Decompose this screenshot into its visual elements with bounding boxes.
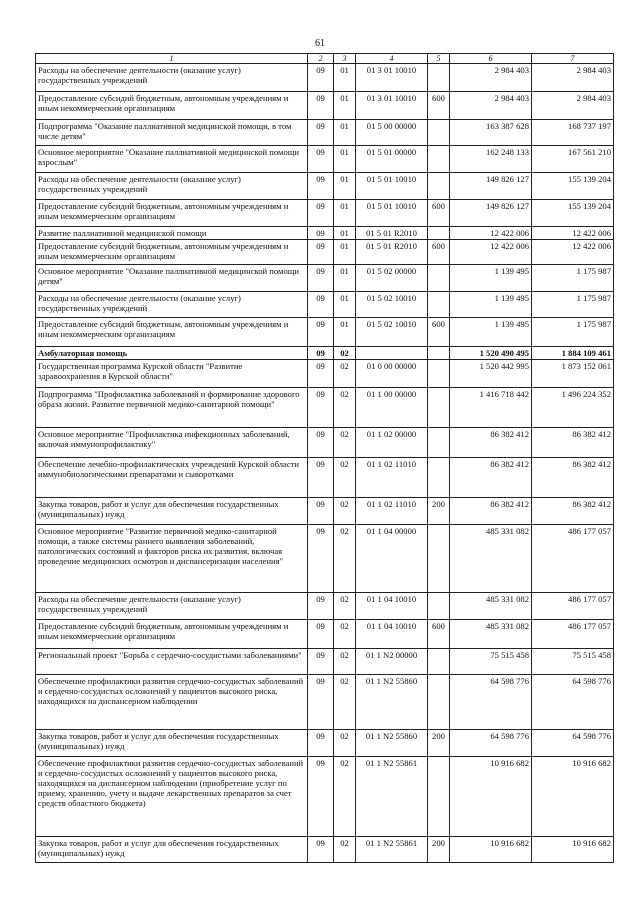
table-row xyxy=(36,200,614,227)
table-row xyxy=(36,593,614,620)
row-amount-year-2: 12 422 006 xyxy=(532,240,614,265)
row-amount-year-2: 2 984 403 xyxy=(532,92,614,120)
table-row xyxy=(36,649,614,675)
row-target-code: 01 5 01 10010 xyxy=(356,173,428,200)
row-amount-year-2: 1 496 224 352 xyxy=(532,388,614,428)
row-expense-type: 600 xyxy=(428,240,450,265)
row-amount-year-2: 1 884 109 461 xyxy=(532,347,614,360)
row-amount-year-1: 162 248 133 xyxy=(450,146,532,173)
row-target-code xyxy=(356,347,428,360)
row-section: 09 xyxy=(308,265,334,292)
header-col-3: 3 xyxy=(334,54,356,64)
header-col-2: 2 xyxy=(308,54,334,64)
row-amount-year-1: 1 416 718 442 xyxy=(450,388,532,428)
row-subsection: 02 xyxy=(334,593,356,620)
row-target-code: 01 5 02 00000 xyxy=(356,265,428,292)
row-name: Обеспечение профилактики развития сердечно-сосудистых заболеваний и сердечно-сосудистых осложнений у пациентов высокого риска, находящихся на диспансерном наблюдении xyxy=(36,675,308,730)
table-row xyxy=(36,64,614,92)
row-amount-year-2: 1 873 152 061 xyxy=(532,360,614,388)
row-expense-type xyxy=(428,757,450,837)
row-section: 09 xyxy=(308,388,334,428)
row-expense-type xyxy=(428,525,450,593)
row-expense-type xyxy=(428,428,450,458)
row-target-code: 01 1 04 10010 xyxy=(356,620,428,649)
row-name: Предоставление субсидий бюджетным, автономным учреждениям и иным некоммерческим организациям xyxy=(36,200,308,227)
row-amount-year-2: 1 175 987 xyxy=(532,292,614,318)
row-target-code: 01 5 02 10010 xyxy=(356,292,428,318)
row-amount-year-1: 64 598 776 xyxy=(450,730,532,757)
row-amount-year-1: 149 826 127 xyxy=(450,200,532,227)
row-subsection: 02 xyxy=(334,428,356,458)
row-expense-type xyxy=(428,173,450,200)
table-row xyxy=(36,318,614,347)
row-expense-type xyxy=(428,265,450,292)
row-target-code: 01 1 N2 00000 xyxy=(356,649,428,675)
row-amount-year-2: 64 598 776 xyxy=(532,730,614,757)
row-target-code: 01 1 02 00000 xyxy=(356,428,428,458)
row-target-code: 01 3 01 10010 xyxy=(356,92,428,120)
table-row xyxy=(36,292,614,318)
row-subsection: 01 xyxy=(334,240,356,265)
row-subsection: 02 xyxy=(334,498,356,525)
row-amount-year-2: 2 984 403 xyxy=(532,64,614,92)
row-section: 09 xyxy=(308,240,334,265)
row-section: 09 xyxy=(308,200,334,227)
row-amount-year-1: 2 984 403 xyxy=(450,64,532,92)
table-row xyxy=(36,388,614,428)
row-name: Расходы на обеспечение деятельности (оказание услуг) государственных учреждений xyxy=(36,292,308,318)
row-target-code: 01 5 01 R2010 xyxy=(356,227,428,240)
row-amount-year-1: 2 984 403 xyxy=(450,92,532,120)
row-amount-year-2: 486 177 057 xyxy=(532,620,614,649)
row-name: Основное мероприятие "Развитие первичной медико-санитарной помощи, а также системы раннего выявления заболеваний, патологических состояний и факторов риска их развития, включая проведение медицинских осмотров и диспансеризации населения" xyxy=(36,525,308,593)
row-amount-year-1: 1 139 495 xyxy=(450,318,532,347)
row-section: 09 xyxy=(308,292,334,318)
row-subsection: 01 xyxy=(334,64,356,92)
table-row xyxy=(36,757,614,837)
row-target-code: 01 5 01 R2010 xyxy=(356,240,428,265)
row-name: Основное мероприятие "Профилактика инфекционных заболеваний, включая иммунопрофилактику" xyxy=(36,428,308,458)
row-amount-year-2: 168 737 197 xyxy=(532,120,614,146)
row-subsection: 01 xyxy=(334,173,356,200)
row-amount-year-2: 86 382 412 xyxy=(532,458,614,498)
row-subsection: 01 xyxy=(334,292,356,318)
row-expense-type xyxy=(428,593,450,620)
row-target-code: 01 5 00 00000 xyxy=(356,120,428,146)
row-subsection: 02 xyxy=(334,757,356,837)
row-amount-year-1: 12 422 006 xyxy=(450,227,532,240)
row-amount-year-1: 86 382 412 xyxy=(450,428,532,458)
row-name: Закупка товаров, работ и услуг для обеспечения государственных (муниципальных) нужд xyxy=(36,730,308,757)
row-expense-type: 200 xyxy=(428,837,450,863)
header-col-7: 7 xyxy=(532,54,614,64)
row-target-code: 01 5 01 00000 xyxy=(356,146,428,173)
row-section: 09 xyxy=(308,64,334,92)
row-expense-type xyxy=(428,347,450,360)
row-expense-type xyxy=(428,675,450,730)
row-subsection: 02 xyxy=(334,649,356,675)
row-amount-year-2: 64 598 776 xyxy=(532,675,614,730)
row-name: Развитие паллиативной медицинской помощи xyxy=(36,227,308,240)
row-amount-year-2: 75 515 458 xyxy=(532,649,614,675)
row-section: 09 xyxy=(308,649,334,675)
row-name: Государственная программа Курской области "Развитие здравоохранения в Курской области" xyxy=(36,360,308,388)
table-row xyxy=(36,120,614,146)
row-amount-year-1: 485 331 082 xyxy=(450,620,532,649)
table-row xyxy=(36,173,614,200)
row-section: 09 xyxy=(308,92,334,120)
row-target-code: 01 0 00 00000 xyxy=(356,360,428,388)
row-target-code: 01 3 01 10010 xyxy=(356,64,428,92)
row-subsection: 01 xyxy=(334,200,356,227)
table-row xyxy=(36,347,614,360)
row-target-code: 01 1 N2 55861 xyxy=(356,757,428,837)
row-target-code: 01 1 N2 55860 xyxy=(356,730,428,757)
row-name: Основное мероприятие "Оказание паллиативной медицинской помощи взрослым" xyxy=(36,146,308,173)
row-section: 09 xyxy=(308,347,334,360)
row-subsection: 02 xyxy=(334,675,356,730)
row-amount-year-2: 12 422 006 xyxy=(532,227,614,240)
row-subsection: 02 xyxy=(334,620,356,649)
row-subsection: 01 xyxy=(334,265,356,292)
row-subsection: 02 xyxy=(334,360,356,388)
row-amount-year-2: 486 177 057 xyxy=(532,525,614,593)
row-expense-type: 600 xyxy=(428,200,450,227)
row-subsection: 01 xyxy=(334,120,356,146)
row-section: 09 xyxy=(308,498,334,525)
row-name: Закупка товаров, работ и услуг для обеспечения государственных (муниципальных) нужд xyxy=(36,498,308,525)
row-name: Расходы на обеспечение деятельности (оказание услуг) государственных учреждений xyxy=(36,173,308,200)
row-section: 09 xyxy=(308,730,334,757)
row-section: 09 xyxy=(308,757,334,837)
row-expense-type xyxy=(428,227,450,240)
row-subsection: 01 xyxy=(334,146,356,173)
row-target-code: 01 1 N2 55861 xyxy=(356,837,428,863)
row-expense-type xyxy=(428,64,450,92)
row-amount-year-1: 1 520 442 995 xyxy=(450,360,532,388)
table-row xyxy=(36,675,614,730)
row-subsection: 02 xyxy=(334,388,356,428)
row-section: 09 xyxy=(308,227,334,240)
row-subsection: 02 xyxy=(334,730,356,757)
row-amount-year-1: 163 387 628 xyxy=(450,120,532,146)
row-subsection: 02 xyxy=(334,525,356,593)
row-section: 09 xyxy=(308,525,334,593)
row-name: Основное мероприятие "Оказание паллиативной медицинской помощи детям" xyxy=(36,265,308,292)
row-name: Расходы на обеспечение деятельности (оказание услуг) государственных учреждений xyxy=(36,593,308,620)
row-expense-type: 200 xyxy=(428,730,450,757)
row-target-code: 01 1 00 00000 xyxy=(356,388,428,428)
row-name: Региональный проект "Борьба с сердечно-сосудистыми заболеваниями" xyxy=(36,649,308,675)
row-expense-type xyxy=(428,120,450,146)
header-col-1: 1 xyxy=(36,54,308,64)
row-name: Обеспечение лечебно-профилактических учреждений Курской области иммунобиологическими препаратами и сыворотками xyxy=(36,458,308,498)
row-amount-year-1: 12 422 006 xyxy=(450,240,532,265)
table-row xyxy=(36,227,614,240)
row-name: Предоставление субсидий бюджетным, автономным учреждениям и иным некоммерческим организациям xyxy=(36,620,308,649)
row-amount-year-2: 10 916 682 xyxy=(532,757,614,837)
row-expense-type xyxy=(428,360,450,388)
row-expense-type: 200 xyxy=(428,498,450,525)
row-section: 09 xyxy=(308,120,334,146)
row-target-code: 01 1 N2 55860 xyxy=(356,675,428,730)
table-row xyxy=(36,360,614,388)
row-expense-type xyxy=(428,458,450,498)
row-target-code: 01 1 04 00000 xyxy=(356,525,428,593)
table-row xyxy=(36,92,614,120)
row-name: Предоставление субсидий бюджетным, автономным учреждениям и иным некоммерческим организациям xyxy=(36,92,308,120)
row-section: 09 xyxy=(308,360,334,388)
row-amount-year-1: 485 331 082 xyxy=(450,525,532,593)
row-expense-type xyxy=(428,146,450,173)
row-section: 09 xyxy=(308,146,334,173)
table-row xyxy=(36,525,614,593)
table-row xyxy=(36,146,614,173)
row-amount-year-2: 10 916 682 xyxy=(532,837,614,863)
row-target-code: 01 1 04 10010 xyxy=(356,593,428,620)
row-section: 09 xyxy=(308,173,334,200)
row-expense-type: 600 xyxy=(428,620,450,649)
row-expense-type xyxy=(428,292,450,318)
row-amount-year-2: 1 175 987 xyxy=(532,265,614,292)
row-amount-year-2: 1 175 987 xyxy=(532,318,614,347)
row-expense-type xyxy=(428,649,450,675)
budget-table xyxy=(35,53,614,863)
row-subsection: 02 xyxy=(334,347,356,360)
row-expense-type: 600 xyxy=(428,92,450,120)
page-number: 61 xyxy=(315,38,325,49)
table-row xyxy=(36,458,614,498)
table-row xyxy=(36,265,614,292)
row-name: Подпрограмма "Оказание паллиативной медицинской помощи, в том числе детям" xyxy=(36,120,308,146)
table-row xyxy=(36,240,614,265)
row-name: Закупка товаров, работ и услуг для обеспечения государственных (муниципальных) нужд xyxy=(36,837,308,863)
row-amount-year-1: 10 916 682 xyxy=(450,837,532,863)
row-expense-type xyxy=(428,388,450,428)
row-target-code: 01 5 02 10010 xyxy=(356,318,428,347)
row-amount-year-1: 75 515 458 xyxy=(450,649,532,675)
row-amount-year-2: 167 561 210 xyxy=(532,146,614,173)
row-section: 09 xyxy=(308,458,334,498)
row-name: Подпрограмма "Профилактика заболеваний и формирование здорового образа жизни. Развитие первичной медико-санитарной помощи" xyxy=(36,388,308,428)
row-amount-year-2: 486 177 057 xyxy=(532,593,614,620)
row-amount-year-1: 86 382 412 xyxy=(450,498,532,525)
row-target-code: 01 1 02 11010 xyxy=(356,498,428,525)
row-subsection: 01 xyxy=(334,318,356,347)
row-amount-year-1: 1 139 495 xyxy=(450,265,532,292)
row-subsection: 02 xyxy=(334,837,356,863)
row-section: 09 xyxy=(308,318,334,347)
row-name: Обеспечение профилактики развития сердечно-сосудистых заболеваний и сердечно-сосудистых осложнений у пациентов высокого риска, находящихся на диспансерном наблюдении (приобретение услуг по приему, хранению, учету и выдаче лекарственных препаратов за счет средств областного бюджета) xyxy=(36,757,308,837)
row-name: Предоставление субсидий бюджетным, автономным учреждениям и иным некоммерческим организациям xyxy=(36,240,308,265)
table-body xyxy=(36,64,614,863)
row-amount-year-2: 86 382 412 xyxy=(532,498,614,525)
row-subsection: 01 xyxy=(334,227,356,240)
header-col-5: 5 xyxy=(428,54,450,64)
row-section: 09 xyxy=(308,593,334,620)
row-name: Предоставление субсидий бюджетным, автономным учреждениям и иным некоммерческим организациям xyxy=(36,318,308,347)
row-section: 09 xyxy=(308,837,334,863)
header-col-6: 6 xyxy=(450,54,532,64)
row-section: 09 xyxy=(308,675,334,730)
row-amount-year-1: 10 916 682 xyxy=(450,757,532,837)
table-row xyxy=(36,837,614,863)
row-subsection: 01 xyxy=(334,92,356,120)
row-section: 09 xyxy=(308,428,334,458)
row-section: 09 xyxy=(308,620,334,649)
row-target-code: 01 1 02 11010 xyxy=(356,458,428,498)
table-row xyxy=(36,730,614,757)
row-name: Амбулаторная помощь xyxy=(36,347,308,360)
row-expense-type: 600 xyxy=(428,318,450,347)
header-col-4: 4 xyxy=(356,54,428,64)
row-target-code: 01 5 01 10010 xyxy=(356,200,428,227)
row-amount-year-1: 485 331 082 xyxy=(450,593,532,620)
row-amount-year-2: 86 382 412 xyxy=(532,428,614,458)
row-amount-year-1: 1 520 490 495 xyxy=(450,347,532,360)
row-subsection: 02 xyxy=(334,458,356,498)
row-amount-year-2: 155 139 204 xyxy=(532,200,614,227)
row-name: Расходы на обеспечение деятельности (оказание услуг) государственных учреждений xyxy=(36,64,308,92)
row-amount-year-2: 155 139 204 xyxy=(532,173,614,200)
row-amount-year-1: 1 139 495 xyxy=(450,292,532,318)
row-amount-year-1: 64 598 776 xyxy=(450,675,532,730)
row-amount-year-1: 149 826 127 xyxy=(450,173,532,200)
header-row xyxy=(36,54,614,64)
table-row xyxy=(36,498,614,525)
row-amount-year-1: 86 382 412 xyxy=(450,458,532,498)
table-row xyxy=(36,428,614,458)
table-row xyxy=(36,620,614,649)
